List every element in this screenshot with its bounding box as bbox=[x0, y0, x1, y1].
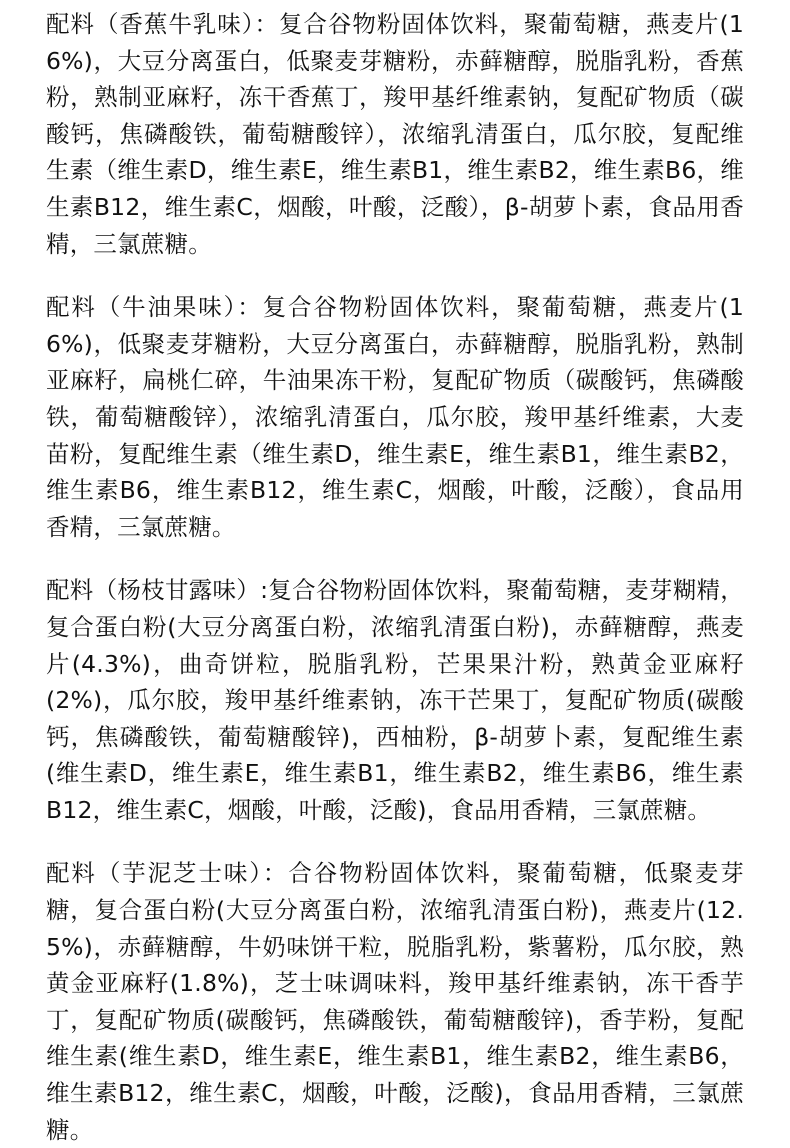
ingredients-banana-milk: 配料（香蕉牛乳味）：复合谷物粉固体饮料，聚葡萄糖，燕麦片(16%)，大豆分离蛋白，低聚麦芽糖粉，赤藓糖醇，脱脂乳粉，香蕉粉，熟制亚麻籽，冻干香蕉丁，羧甲基纤维素钠，复配矿物质（碳酸钙，焦磷酸铁，葡萄糖酸锌），浓缩乳清蛋白，瓜尔胶，复配维生素（维生素D，维生素E，维生素B1，维生素B2，维生素B6，维生素B12，维生素C，烟酸，叶酸，泛酸），β-胡萝卜素，食品用香精，三氯蔗糖。 bbox=[46, 10, 744, 258]
ingredients-taro-cheese: 配料（芋泥芝士味）：合谷物粉固体饮料，聚葡萄糖，低聚麦芽糖，复合蛋白粉(大豆分离蛋白粉，浓缩乳清蛋白粉)，燕麦片(12.5%)，赤藓糖醇，牛奶味饼干粒，脱脂乳粉，紫薯粉，瓜尔胶，熟黄金亚麻籽(1.8%)，芝士味调味料，羧甲基纤维素钠，冻干香芋丁，复配矿物质(碳酸钙，焦磷酸铁，葡萄糖酸锌)，香芋粉，复配维生素(维生素D，维生素E，维生素B1，维生素B2，维生素B6，维生素B12，维生素C，烟酸，叶酸，泛酸)，食品用香精，三氯蔗糖。 bbox=[46, 859, 744, 1144]
ingredients-mango-pomelo-sago: 配料（杨枝甘露味）:复合谷物粉固体饮料，聚葡萄糖，麦芽糊精，复合蛋白粉(大豆分离蛋白粉，浓缩乳清蛋白粉)，赤藓糖醇，燕麦片(4.3%)，曲奇饼粒，脱脂乳粉，芒果果汁粉，熟黄金亚麻籽(2%)，瓜尔胶，羧甲基纤维素钠，冻干芒果丁，复配矿物质(碳酸钙，焦磷酸铁，葡萄糖酸锌)，西柚粉，β-胡萝卜素，复配维生素(维生素D，维生素E，维生素B1，维生素B2，维生素B6，维生素B12，维生素C，烟酸，叶酸，泛酸)，食品用香精，三氯蔗糖。 bbox=[46, 576, 744, 824]
ingredients-avocado: 配料（牛油果味）：复合谷物粉固体饮料，聚葡萄糖，燕麦片(16%)，低聚麦芽糖粉，大豆分离蛋白，赤藓糖醇，脱脂乳粉，熟制亚麻籽，扁桃仁碎，牛油果冻干粉，复配矿物质（碳酸钙，焦磷酸铁，葡萄糖酸锌），浓缩乳清蛋白，瓜尔胶，羧甲基纤维素，大麦苗粉，复配维生素（维生素D，维生素E，维生素B1，维生素B2，维生素B6，维生素B12，维生素C，烟酸，叶酸，泛酸），食品用香精，三氯蔗糖。 bbox=[46, 293, 744, 541]
ingredients-list bbox=[46, 6, 744, 1148]
